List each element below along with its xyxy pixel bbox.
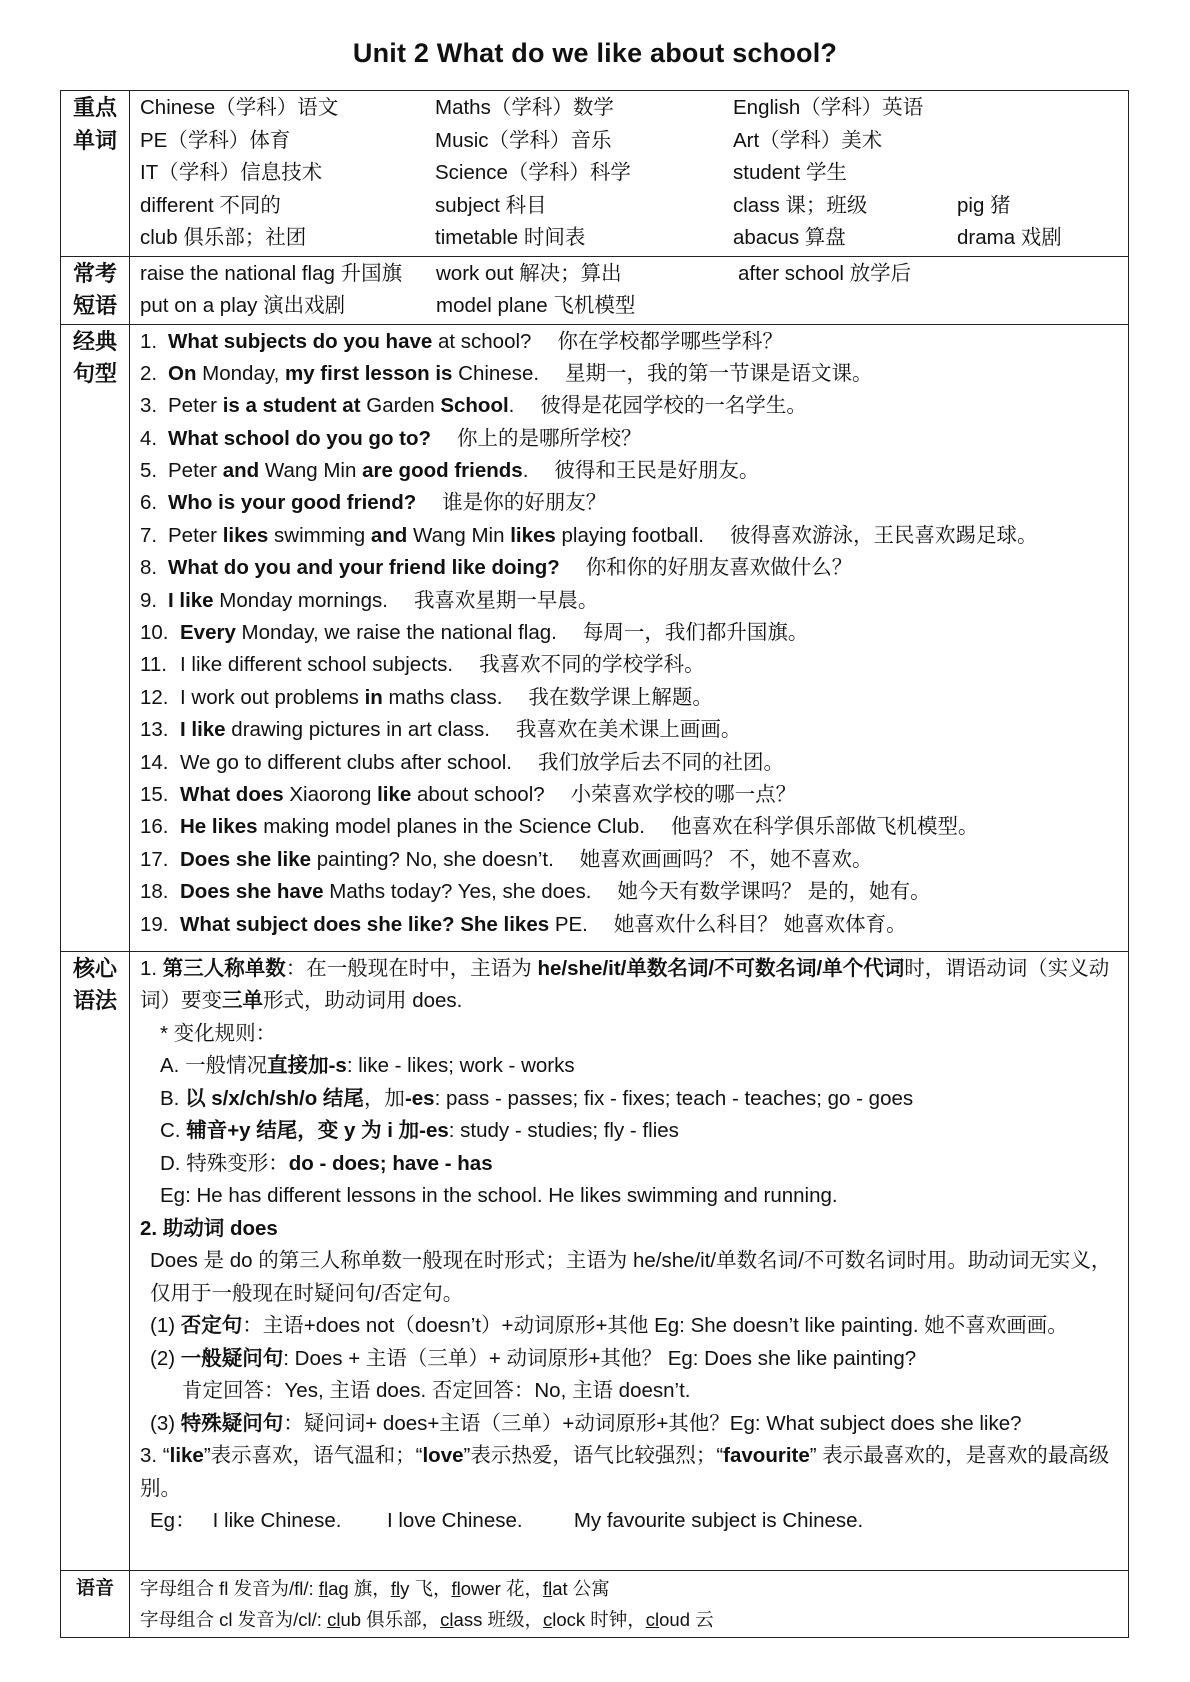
vocab-word: Maths（学科）数学 [435, 96, 614, 119]
rule-d-lead: D. 特殊变形： [160, 1151, 289, 1175]
sentence-item [140, 358, 1120, 390]
rule-a-rest: : like - likes; work - works [346, 1054, 575, 1077]
sentence-number: 8. [140, 556, 158, 580]
rule-b-bold2: -es [404, 1086, 435, 1110]
rule-c-lead: C. [160, 1119, 187, 1142]
rule-a [140, 1050, 1120, 1083]
sentence-bold-part: Every [180, 621, 236, 645]
sentence-item [140, 390, 1120, 422]
neg-rest: ：主语+does not（doesn’t）+动词原形+其他 Eg: She doesn’t like painting. 她不喜欢画画。 [242, 1314, 1068, 1337]
phonics-underlined-letters: fl [318, 1577, 329, 1599]
sentence-translation: 我喜欢不同的学校学科。 [479, 653, 705, 677]
sentence-bold-part: Who is your good friend? [168, 491, 417, 515]
rule-c-bold: 辅音+y 结尾，变 y 为 i 加-es [186, 1119, 449, 1142]
page-title: Unit 2 What do we like about school? [352, 38, 838, 68]
sentence-bold-part: are good friends [362, 459, 523, 483]
grammar-point-3 [140, 1440, 1120, 1505]
phrase [738, 290, 1078, 323]
sentences-content [130, 324, 1129, 951]
vocab-row [140, 157, 1120, 190]
phrases-content [130, 256, 1129, 324]
vocab-label-line1: 重点 [72, 95, 117, 120]
sentence-number: 1. [140, 329, 158, 353]
phrase: model plane 飞机模型 [436, 294, 636, 317]
sentence-part: Chinese. [452, 361, 540, 385]
sentence-part: painting? No, she doesn’t. [311, 847, 554, 871]
vocab-word [957, 157, 1097, 190]
grammar-p1-text-a: ：在一般现在时中，主语为 [285, 956, 538, 980]
sentence-part: I work out problems [180, 685, 365, 709]
sentence-translation: 我喜欢星期一早晨。 [413, 588, 599, 612]
grammar-p1-text-c: 形式，助动词用 does. [263, 989, 463, 1012]
sentence-number: 17. [140, 847, 169, 871]
sentence-part: Monday mornings. [213, 588, 388, 612]
q-rest: : Does + 主语（三单）+ 动词原形+其他？ Eg: Does she like painting? [283, 1346, 917, 1370]
grammar-example-3: Eg： I like Chinese. I love Chinese. My favourite subject is Chinese. [150, 1509, 864, 1532]
rule-a-lead: A. 一般情况 [160, 1054, 268, 1077]
sentence-bold-part: and [370, 523, 408, 547]
phonics-line [140, 1573, 1120, 1604]
sentence-bold-part: What subjects do you have [168, 329, 433, 353]
grammar-p1-num: 1. [140, 956, 163, 980]
sentence-bold-part: What do you and your friend like doing? [168, 556, 560, 580]
phonics-word-rest: ass 班级， [453, 1608, 543, 1630]
sentence-bold-part: likes [510, 523, 556, 547]
phonics-rule: 字母组合 cl 发音为/cl/: [140, 1608, 328, 1630]
vocab-word: different 不同的 [140, 193, 281, 217]
sentence-item [140, 876, 1120, 908]
q-bold: 一般疑问句 [180, 1346, 284, 1370]
rules-title: * 变化规则： [160, 1021, 277, 1045]
phonics-content [130, 1570, 1129, 1637]
vocab-word: club 俱乐部；社团 [140, 226, 307, 249]
phonics-underlined-letters: cl [645, 1608, 660, 1630]
sentence-bold-part: What school do you go to? [168, 426, 432, 450]
sentence-translation: 你在学校都学哪些学科？ [557, 329, 783, 353]
phonics-underlined-letters: fl [451, 1577, 461, 1599]
grammar-point-2-text: Does 是 do 的第三人称单数一般现在时形式；主语为 he/she/it/单数名词/不可数名词时用。助动词无实义，仅用于一般现在时疑问句/否定句。 [150, 1249, 1112, 1305]
sentence-bold-part: is a student at [222, 394, 361, 418]
sentence-translation: 彼得和王民是好朋友。 [554, 459, 760, 483]
vocab-word: subject 科目 [435, 193, 547, 217]
rule-c [140, 1115, 1120, 1148]
grammar-example-1: Eg: He has different lessons in the school. He likes swimming and running. [160, 1184, 838, 1207]
phonics-word-rest: ag 旗， [328, 1577, 391, 1599]
sentence-part: Peter [168, 459, 223, 483]
phonics-line [140, 1604, 1120, 1635]
phrase: put on a play 演出戏剧 [140, 294, 346, 317]
sentence-part: Maths today? Yes, she does. [323, 880, 592, 904]
vocab-word: PE（学科）体育 [140, 128, 291, 152]
sentence-translation: 你上的是哪所学校？ [457, 426, 642, 450]
sentence-bold-part: He likes [180, 815, 258, 839]
sentence-bold-part: I like [180, 718, 226, 742]
sp-bold: 特殊疑问句 [180, 1411, 284, 1435]
sentence-number: 15. [140, 782, 169, 806]
p3-c: ”表示热爱，语气比较强烈；“ [463, 1444, 724, 1467]
sentence-number: 12. [140, 685, 169, 709]
sentence-number: 3. [140, 394, 158, 418]
sentences-label-line2: 句型 [72, 361, 117, 386]
sentence-item [140, 682, 1120, 714]
phrases-label-line2: 短语 [72, 293, 117, 318]
sentence-part: Garden [360, 394, 441, 418]
sentence-translation: 我们放学后去不同的社团。 [537, 750, 784, 774]
phonics-word-rest: y 飞， [400, 1577, 452, 1599]
phonics-section [61, 1570, 1129, 1637]
sentence-translation: 我在数学课上解题。 [528, 685, 713, 709]
phrases-label [61, 256, 130, 324]
sentences-section [61, 324, 1129, 951]
p3-favourite: favourite [723, 1444, 810, 1467]
phonics-rule: 字母组合 fl 发音为/fl/: [140, 1577, 319, 1599]
p3-a: 3. “ [140, 1444, 170, 1467]
sentence-translation: 她喜欢什么科目？ 她喜欢体育。 [613, 912, 907, 936]
sentence-number: 2. [140, 361, 158, 385]
sentence-item [140, 714, 1120, 746]
grammar-p1-text-b: 时，谓语动词（实义动词）要变 [140, 956, 1110, 1012]
phrase: after school 放学后 [738, 261, 912, 285]
vocab-row [140, 125, 1120, 158]
p3-b: ”表示喜欢，语气温和；“ [203, 1444, 423, 1467]
sentence-item [140, 844, 1120, 876]
vocab-word: English（学科）英语 [733, 96, 924, 119]
sentence-bold-part: likes [222, 523, 269, 547]
sentence-part: I like different school subjects. [180, 653, 454, 677]
grammar-content [130, 951, 1129, 1570]
sentence-bold-part: What subject does she like? She likes [180, 912, 550, 936]
sentence-part: swimming [268, 523, 371, 547]
sentences-label-line1: 经典 [72, 328, 117, 354]
sentence-part: . [522, 459, 529, 483]
sentence-part: Xiaorong [283, 782, 378, 806]
phrases-label-line1: 常考 [72, 260, 117, 286]
vocab-label-line2: 单词 [72, 127, 117, 153]
sentence-part: PE. [549, 912, 588, 936]
sentence-part: drawing pictures in art class. [225, 718, 490, 742]
sentence-part: Monday, [196, 361, 285, 385]
sentence-number: 5. [140, 459, 158, 483]
sentence-part: maths class. [382, 685, 503, 709]
sentence-item [140, 423, 1120, 455]
sentence-translation: 他喜欢在科学俱乐部做飞机模型。 [670, 815, 979, 839]
phrase-row [140, 258, 1120, 291]
grammar-label [61, 951, 130, 1570]
neg-bold: 否定句 [180, 1314, 243, 1337]
short-answers: 肯定回答：Yes, 主语 does. 否定回答：No, 主语 doesn’t. [182, 1379, 691, 1402]
rule-b-bold: 以 s/x/ch/sh/o 结尾 [185, 1086, 364, 1110]
grammar-p1-bold2: he/she/it/单数名词/不可数名词/单个代词 [537, 956, 905, 980]
phrase: work out 解决；算出 [436, 261, 622, 285]
sentence-bold-part: What does [180, 782, 284, 806]
sentence-bold-part: my first lesson is [284, 361, 453, 385]
grammar-label-line1: 核心 [72, 955, 117, 981]
p3-love: love [422, 1444, 464, 1467]
sentence-part: at school? [432, 329, 532, 353]
vocab-word: pig 猪 [957, 193, 1011, 217]
sentence-part: Peter [168, 394, 223, 418]
vocab-section [61, 91, 1129, 257]
sentence-bold-part: and [222, 459, 260, 483]
grammar-section [61, 951, 1129, 1570]
grammar-label-line2: 语法 [72, 988, 117, 1013]
sentence-translation: 小荣喜欢学校的哪一点？ [570, 782, 797, 806]
p3-like: like [169, 1444, 204, 1467]
vocab-row [140, 92, 1120, 125]
sentences-label [61, 324, 130, 951]
phrase-row [140, 290, 1120, 323]
sentence-translation: 星期一，我的第一节课是语文课。 [565, 361, 873, 385]
vocab-word: drama 戏剧 [957, 226, 1062, 249]
phrases-section [61, 256, 1129, 324]
wh-question-rule [140, 1408, 1120, 1441]
sp-rest: ：疑问词+ does+主语（三单）+动词原形+其他？Eg: What subject does she like? [283, 1411, 1022, 1435]
grammar-point-2-title [140, 1213, 1120, 1246]
sentence-item [140, 747, 1120, 779]
vocab-word [957, 92, 1097, 125]
sentence-number: 14. [140, 750, 169, 774]
sentence-item [140, 617, 1120, 649]
sentence-part: making model planes in the Science Club. [257, 815, 645, 839]
sentence-bold-part: School [440, 394, 509, 418]
sentence-translation: 你和你的好朋友喜欢做什么？ [585, 556, 853, 580]
phonics-underlined-letters: fl [542, 1577, 553, 1599]
sentence-translation: 每周一，我们都升国旗。 [582, 621, 809, 645]
negative-sentence-rule [140, 1310, 1120, 1343]
vocab-row [140, 222, 1120, 255]
sentence-translation: 她今天有数学课吗？ 是的，她有。 [617, 880, 931, 904]
phonics-underlined-letters: fl [390, 1577, 401, 1599]
yes-no-question-rule [140, 1343, 1120, 1376]
sentence-part: about school? [411, 782, 545, 806]
phonics-word-rest: ower 花， [460, 1577, 543, 1599]
neg-num: (1) [150, 1314, 181, 1337]
vocab-content [130, 91, 1129, 257]
sentence-number: 4. [140, 426, 158, 450]
study-notes-table [60, 90, 1129, 1638]
phrase: raise the national flag 升国旗 [140, 261, 403, 285]
grammar-p2-title-text: 2. 助动词 does [140, 1216, 278, 1240]
sentence-part: Monday, we raise the national flag. [235, 621, 557, 645]
sentence-part: Wang Min [259, 459, 363, 483]
rule-c-rest: : study - studies; fly - flies [448, 1119, 679, 1142]
phonics-word-rest: oud 云 [659, 1608, 714, 1630]
sentence-number: 6. [140, 491, 158, 515]
vocab-word: Science（学科）科学 [435, 161, 631, 184]
vocab-word: student 学生 [733, 161, 847, 184]
sentence-item [140, 552, 1120, 584]
vocab-word: Chinese（学科）语文 [140, 96, 339, 119]
sentence-item [140, 811, 1120, 843]
rule-b-lead: B. [160, 1086, 186, 1110]
sentence-number: 18. [140, 880, 169, 904]
sentence-number: 9. [140, 588, 158, 612]
grammar-p1-bold: 第三人称单数 [162, 956, 286, 980]
rule-d-bold: do - does; have - has [288, 1151, 493, 1175]
grammar-p1-bold3: 三单 [222, 989, 263, 1012]
rule-b [140, 1083, 1120, 1116]
vocab-label [61, 91, 130, 257]
sentence-number: 7. [140, 523, 158, 547]
sentence-translation: 她喜欢画画吗？ 不，她不喜欢。 [579, 847, 873, 871]
vocab-row [140, 190, 1120, 223]
sp-num: (3) [150, 1411, 181, 1435]
sentence-translation: 彼得是花园学校的一名学生。 [540, 394, 807, 418]
grammar-point-1 [140, 953, 1120, 1018]
sentence-translation: 彼得喜欢游泳，王民喜欢踢足球。 [729, 523, 1038, 547]
sentence-item [140, 326, 1120, 358]
sentence-translation: 我喜欢在美术课上画画。 [515, 718, 742, 742]
phonics-label [61, 1570, 130, 1637]
phonics-underlined-letters: c [542, 1608, 553, 1630]
sentence-part: Peter [168, 523, 223, 547]
sentence-item [140, 455, 1120, 487]
sentence-item [140, 585, 1120, 617]
sentence-item [140, 649, 1120, 681]
q-num: (2) [150, 1346, 181, 1370]
sentence-translation: 谁是你的好朋友？ [442, 491, 607, 515]
phonics-underlined-letters: cl [327, 1608, 341, 1630]
sentence-number: 11. [140, 653, 167, 677]
sentence-part: playing football. [555, 523, 704, 547]
sentence-part: We go to different clubs after school. [180, 750, 512, 774]
phonics-underlined-letters: cl [440, 1608, 454, 1630]
vocab-word: IT（学科）信息技术 [140, 161, 323, 184]
sentence-bold-part: On [168, 361, 197, 385]
sentence-item [140, 520, 1120, 552]
vocab-word: class 课；班级 [733, 193, 868, 217]
phonics-word-rest: ub 俱乐部， [340, 1608, 441, 1630]
sentence-number: 19. [140, 912, 169, 936]
vocab-word: abacus 算盘 [733, 226, 846, 249]
sentence-item [140, 909, 1120, 941]
vocab-word: timetable 时间表 [435, 226, 586, 249]
rule-d [140, 1148, 1120, 1181]
p3-d: ” 表示最喜欢的，是喜欢的最高级别。 [140, 1444, 1110, 1500]
sentence-bold-part: I like [168, 588, 214, 612]
sentence-item [140, 779, 1120, 811]
vocab-word: Music（学科）音乐 [435, 128, 612, 152]
sentence-number: 13. [140, 718, 169, 742]
rule-b-rest: : pass - passes; fix - fixes; teach - teaches; go - goes [434, 1086, 914, 1110]
rule-b-mid: ，加 [363, 1086, 405, 1110]
sentence-part: . [508, 394, 515, 418]
sentence-bold-part: in [364, 685, 383, 709]
sentence-bold-part: Does she have [180, 880, 324, 904]
phonics-word-rest: lock 时钟， [552, 1608, 646, 1630]
rule-a-bold: 直接加-s [267, 1054, 347, 1077]
phonics-label-text: 语音 [75, 1577, 114, 1599]
sentence-number: 10. [140, 621, 169, 645]
vocab-word: Art（学科）美术 [733, 128, 883, 152]
sentence-bold-part: like [377, 782, 412, 806]
sentence-number: 16. [140, 815, 169, 839]
sentence-bold-part: Does she like [180, 847, 312, 871]
sentence-part: Wang Min [407, 523, 511, 547]
sentence-item [140, 487, 1120, 519]
vocab-word [957, 125, 1097, 158]
phonics-word-rest: at 公寓 [552, 1577, 610, 1599]
